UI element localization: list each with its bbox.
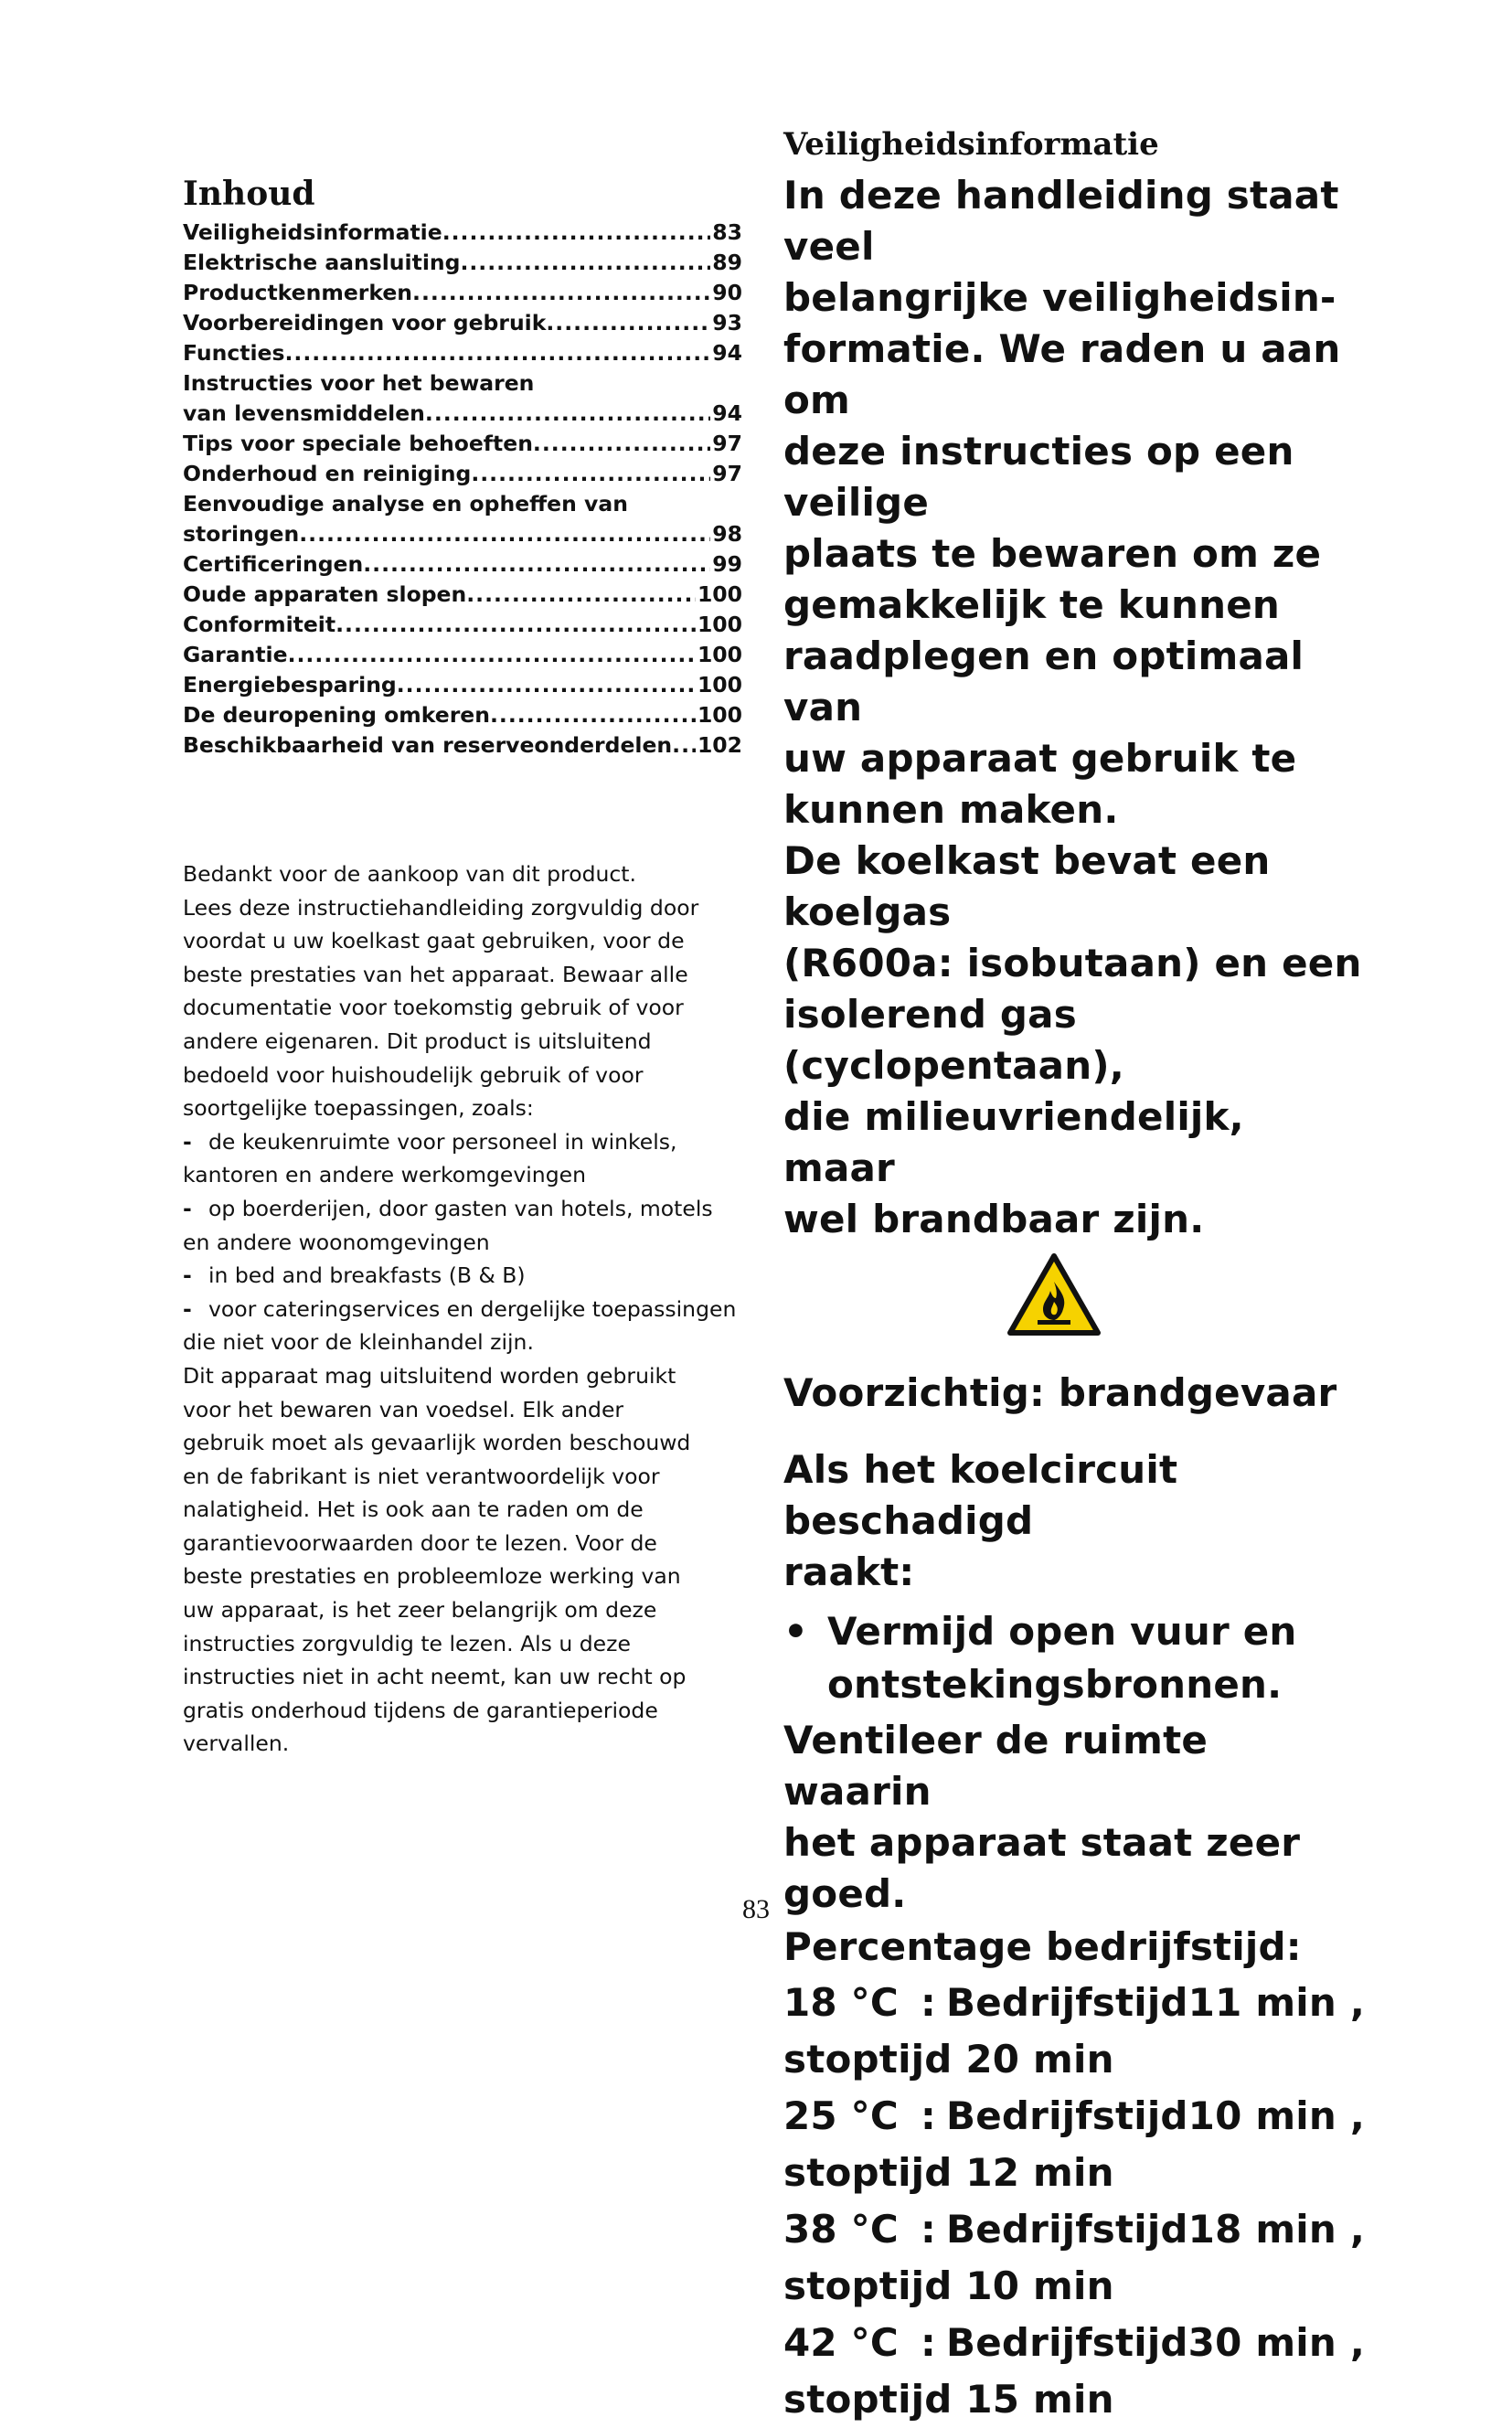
intro-line: en de fabrikant is niet verantwoordelijk voor bbox=[183, 1463, 660, 1489]
toc-leader-dots bbox=[442, 218, 711, 248]
toc-entry-label: Voorbereidingen voor gebruik bbox=[183, 310, 547, 335]
toc-entry-page: 100 bbox=[697, 672, 742, 698]
safety-line: De koelkast bevat een koelgas bbox=[783, 838, 1271, 934]
bullet-item bbox=[783, 1605, 1368, 1711]
toc-entry bbox=[183, 278, 742, 308]
toc-entry bbox=[183, 308, 742, 338]
list-item-continuation: die niet voor de kleinhandel zijn. bbox=[183, 1329, 534, 1356]
safety-line: isolerend gas (cyclopentaan), bbox=[783, 992, 1124, 1088]
toc-entry-label: Certificeringen bbox=[183, 551, 364, 577]
bullet-icon: • bbox=[783, 1609, 808, 1654]
dash-icon: - bbox=[183, 1295, 192, 1322]
toc-leader-dots bbox=[412, 278, 710, 308]
safety-paragraph-1 bbox=[783, 170, 1368, 836]
toc-entry-label: Conformiteit bbox=[183, 612, 336, 637]
toc-entry bbox=[183, 580, 742, 610]
intro-line: Bedankt voor de aankoop van dit product. bbox=[183, 861, 636, 887]
toc-entry-label: Eenvoudige analyse en opheffen van bbox=[183, 491, 628, 516]
bullet-line: Vermijd open vuur en bbox=[827, 1609, 1297, 1654]
toc-leader-dots bbox=[471, 459, 710, 489]
intro-line: voor het bewaren van voedsel. Elk ander bbox=[183, 1396, 624, 1422]
operation-run: Bedrijfstijd10 min bbox=[946, 2093, 1337, 2138]
toc-entry-page: 100 bbox=[697, 702, 742, 728]
percentage-title: Percentage bedrijfstijd: bbox=[783, 1924, 1302, 1969]
safety-line: In deze handleiding staat veel bbox=[783, 173, 1339, 269]
toc-list bbox=[183, 218, 742, 761]
colon-separator: : bbox=[921, 2320, 936, 2365]
toc-entry bbox=[183, 218, 742, 248]
toc-leader-dots bbox=[299, 519, 710, 549]
toc-entry-page: 100 bbox=[697, 581, 742, 607]
comma-separator: , bbox=[1336, 2093, 1365, 2138]
caution-text: Voorzichtig: brandgevaar bbox=[783, 1370, 1337, 1415]
toc-entry-page: 100 bbox=[697, 612, 742, 637]
safety-line: raadplegen en optimaal van bbox=[783, 634, 1304, 729]
intro-line: gebruik moet als gevaarlijk worden beschouwd bbox=[183, 1430, 691, 1456]
list-item bbox=[183, 1192, 759, 1226]
operation-temp: 42 °C bbox=[783, 2320, 899, 2365]
flammable-warning-icon bbox=[1006, 1252, 1102, 1336]
intro-line: gratis onderhoud tijdens de garantieperiode bbox=[183, 1697, 658, 1723]
toc-entry bbox=[183, 519, 742, 549]
intro-line: beste prestaties en probleemloze werking van bbox=[183, 1563, 681, 1590]
intro-line: Lees deze instructiehandleiding zorgvuldig door bbox=[183, 894, 699, 921]
intro-line: Dit apparaat mag uitsluitend worden gebruikt bbox=[183, 1362, 676, 1389]
toc-leader-dots bbox=[672, 730, 696, 761]
safety-heading: Veiligheidsinformatie bbox=[783, 126, 1159, 163]
toc-leader-dots bbox=[335, 610, 696, 640]
colon-separator: : bbox=[921, 2093, 936, 2138]
operation-row bbox=[783, 1975, 1368, 2031]
toc-entry bbox=[183, 610, 742, 640]
bullet-text bbox=[827, 1605, 1368, 1711]
toc-entry bbox=[183, 248, 742, 278]
toc-leader-dots bbox=[490, 700, 696, 730]
intro-line: vervallen. bbox=[183, 1730, 290, 1757]
toc-entry-page: 97 bbox=[712, 461, 742, 486]
toc-entry bbox=[183, 549, 742, 580]
toc-entry-page: 90 bbox=[712, 280, 742, 305]
vent-line: het apparaat staat zeer goed. bbox=[783, 1820, 1301, 1916]
toc-entry bbox=[183, 670, 742, 700]
operation-run: Bedrijfstijd11 min bbox=[946, 1980, 1337, 2025]
intro-paragraph-1 bbox=[183, 857, 759, 1125]
circuit-line: Als het koelcircuit beschadigd bbox=[783, 1447, 1178, 1543]
toc-leader-dots bbox=[533, 429, 710, 459]
bullet-line: ontstekingsbronnen. bbox=[827, 1662, 1283, 1707]
safety-line: uw apparaat gebruik te bbox=[783, 736, 1297, 781]
toc-entry-page: 102 bbox=[697, 732, 742, 758]
toc-entry-page: 98 bbox=[712, 521, 742, 547]
toc-leader-dots bbox=[460, 248, 710, 278]
dash-icon: - bbox=[183, 1195, 192, 1221]
table-of-contents bbox=[183, 174, 742, 761]
intro-line: documentatie voor toekomstig gebruik of voor bbox=[183, 995, 684, 1021]
toc-entry-page: 93 bbox=[712, 310, 742, 335]
toc-entry bbox=[183, 338, 742, 368]
colon-separator: : bbox=[921, 1980, 936, 2025]
safety-line: die milieuvriendelijk, maar bbox=[783, 1094, 1244, 1190]
circuit-line: raakt: bbox=[783, 1549, 915, 1594]
toc-leader-dots bbox=[363, 549, 710, 580]
intro-line: garantievoorwaarden door te lezen. Voor de bbox=[183, 1529, 657, 1556]
operation-stop: stoptijd 10 min bbox=[783, 2263, 1114, 2308]
toc-entry bbox=[183, 730, 742, 761]
toc-entry-label: Beschikbaarheid van reserveonderdelen bbox=[183, 732, 673, 758]
toc-entry-label: Elektrische aansluiting bbox=[183, 250, 461, 275]
toc-entry bbox=[183, 399, 742, 429]
comma-separator: , bbox=[1336, 1980, 1365, 2025]
toc-entry-page: 94 bbox=[712, 400, 742, 426]
operation-stop: stoptijd 20 min bbox=[783, 2037, 1114, 2082]
safety-line: (R600a: isobutaan) en een bbox=[783, 941, 1362, 985]
intro-line: instructies zorgvuldig te lezen. Als u deze bbox=[183, 1630, 631, 1656]
list-item bbox=[183, 1125, 759, 1159]
safety-paragraph-2 bbox=[783, 836, 1368, 1245]
toc-entry-page: 100 bbox=[697, 642, 742, 667]
toc-entry bbox=[183, 700, 742, 730]
toc-entry-label: Functies bbox=[183, 340, 285, 366]
circuit-warning bbox=[783, 1444, 1368, 1598]
list-item-text: voor cateringservices en dergelijke toepassingen bbox=[208, 1295, 737, 1322]
operation-temp: 18 °C bbox=[783, 1980, 899, 2025]
safety-line: gemakkelijk te kunnen bbox=[783, 582, 1281, 627]
operation-temp: 38 °C bbox=[783, 2207, 899, 2252]
intro-line: instructies niet in acht neemt, kan uw recht op bbox=[183, 1664, 687, 1690]
colon-separator: : bbox=[921, 2207, 936, 2252]
operation-row bbox=[783, 2201, 1368, 2258]
toc-entry-label: Garantie bbox=[183, 642, 288, 667]
toc-entry-page: 94 bbox=[712, 340, 742, 366]
list-item-text: de keukenruimte voor personeel in winkels, bbox=[208, 1128, 677, 1155]
toc-entry-page: 97 bbox=[712, 431, 742, 456]
operation-run: Bedrijfstijd18 min bbox=[946, 2207, 1337, 2252]
intro-line: soortgelijke toepassingen, zoals: bbox=[183, 1095, 534, 1122]
warning-symbol bbox=[783, 1245, 1368, 1346]
operation-temp: 25 °C bbox=[783, 2093, 899, 2138]
comma-separator: , bbox=[1336, 2320, 1365, 2365]
toc-entry-page: 83 bbox=[712, 219, 742, 245]
vent-line: Ventileer de ruimte waarin bbox=[783, 1718, 1209, 1814]
toc-entry bbox=[183, 640, 742, 670]
intro-line: bedoeld voor huishoudelijk gebruik of voor bbox=[183, 1061, 644, 1088]
dash-icon: - bbox=[183, 1262, 192, 1289]
safety-line: deze instructies op een veilige bbox=[783, 429, 1294, 525]
safety-line: wel brandbaar zijn. bbox=[783, 1197, 1205, 1241]
toc-entry-page: 89 bbox=[712, 250, 742, 275]
operation-row bbox=[783, 2315, 1368, 2371]
list-item-text: in bed and breakfasts (B & B) bbox=[208, 1262, 526, 1289]
toc-entry-label: Energiebesparing bbox=[183, 672, 397, 698]
toc-leader-dots bbox=[397, 670, 696, 700]
intro-line: voordat u uw koelkast gaat gebruiken, voor de bbox=[183, 928, 685, 954]
toc-entry-label: De deuropening omkeren bbox=[183, 702, 490, 728]
intro-text bbox=[183, 857, 759, 1761]
usage-list bbox=[183, 1125, 759, 1359]
safety-line: kunnen maken. bbox=[783, 787, 1119, 832]
list-item-text: op boerderijen, door gasten van hotels, motels bbox=[208, 1195, 713, 1221]
list-item-continuation: en andere woonomgevingen bbox=[183, 1229, 490, 1255]
toc-leader-dots bbox=[288, 640, 696, 670]
list-item bbox=[183, 1293, 759, 1326]
toc-entry-label: Veiligheidsinformatie bbox=[183, 219, 442, 245]
intro-line: nalatigheid. Het is ook aan te raden om de bbox=[183, 1496, 644, 1523]
toc-leader-dots bbox=[425, 399, 710, 429]
safety-line: plaats te bewaren om ze bbox=[783, 531, 1322, 576]
toc-entry bbox=[183, 429, 742, 459]
comma-separator: , bbox=[1336, 2207, 1365, 2252]
toc-entry-label: Tips voor speciale behoeften bbox=[183, 431, 533, 456]
page-number: 83 bbox=[742, 1894, 770, 1924]
intro-line: andere eigenaren. Dit product is uitsluitend bbox=[183, 1028, 652, 1054]
toc-entry-page: 99 bbox=[712, 551, 742, 577]
toc-entry-label: storingen bbox=[183, 521, 300, 547]
toc-entry-label: van levensmiddelen bbox=[183, 400, 425, 426]
intro-line: beste prestaties van het apparaat. Bewaar alle bbox=[183, 961, 688, 987]
ventilation-text bbox=[783, 1715, 1368, 1920]
operation-times bbox=[783, 1975, 1368, 2428]
list-item bbox=[183, 1259, 759, 1293]
operation-stop: stoptijd 15 min bbox=[783, 2377, 1114, 2422]
operation-row bbox=[783, 2088, 1368, 2145]
dash-icon: - bbox=[183, 1128, 192, 1155]
safety-line: belangrijke veiligheidsin- bbox=[783, 275, 1336, 320]
toc-entry-label: Oude apparaten slopen bbox=[183, 581, 467, 607]
intro-paragraph-2 bbox=[183, 1359, 759, 1761]
toc-leader-dots bbox=[466, 580, 696, 610]
toc-title: Inhoud bbox=[183, 175, 315, 213]
list-item-continuation: kantoren en andere werkomgevingen bbox=[183, 1162, 586, 1188]
operation-run: Bedrijfstijd30 min bbox=[946, 2320, 1337, 2365]
safety-line: formatie. We raden u aan om bbox=[783, 326, 1341, 422]
operation-stop: stoptijd 12 min bbox=[783, 2150, 1114, 2195]
toc-entry bbox=[183, 459, 742, 489]
toc-entry-label: Onderhoud en reiniging bbox=[183, 461, 472, 486]
intro-line: uw apparaat, is het zeer belangrijk om deze bbox=[183, 1597, 657, 1624]
toc-leader-dots bbox=[285, 338, 711, 368]
toc-entry-label: Productkenmerken bbox=[183, 280, 413, 305]
toc-entry-label: Instructies voor het bewaren bbox=[183, 370, 535, 396]
safety-section bbox=[783, 124, 1368, 2428]
toc-leader-dots bbox=[546, 308, 710, 338]
